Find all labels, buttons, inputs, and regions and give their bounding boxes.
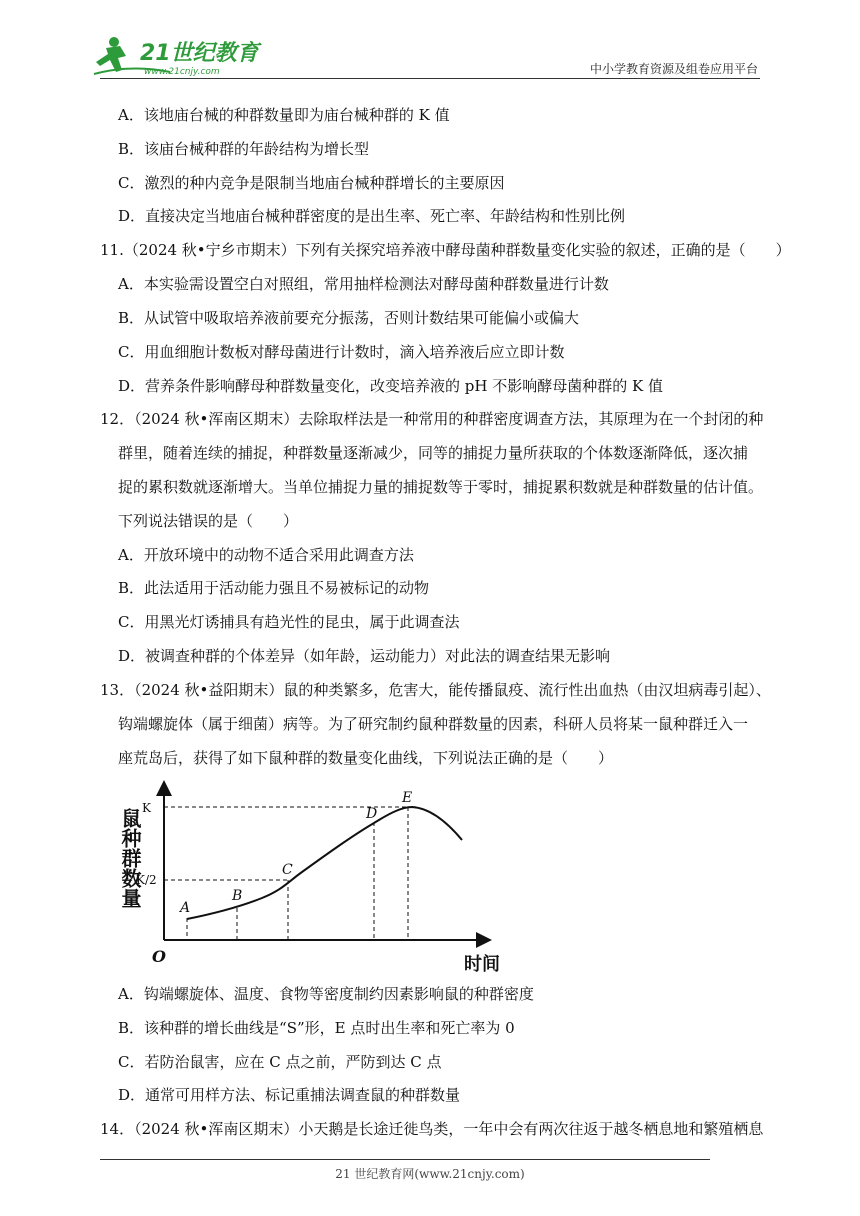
y-tick-k: K (142, 801, 151, 815)
q12-stem-line-1: 12．（2024 秋•浑南区期末）去除取样法是一种常用的种群密度调查方法，其原理为在一个封闭的种 (100, 410, 764, 428)
q10-option-a: A．该地庙台械的种群数量即为庙台械种群的 K 值 (118, 106, 450, 124)
x-axis-label: 时间 (464, 954, 500, 975)
svg-text:www.21cnjy.com: www.21cnjy.com (144, 67, 220, 77)
footer-divider (100, 1159, 710, 1160)
y-tick-k-half: K/2 (136, 873, 157, 887)
q13-option-d: D．通常可用样方法、标记重捕法调查鼠的种群数量 (118, 1086, 461, 1104)
q12-option-b: B．此法适用于活动能力强且不易被标记的动物 (118, 579, 430, 597)
platform-name: 中小学教育资源及组卷应用平台 (589, 62, 758, 76)
q12-option-c: C．用黑光灯诱捕具有趋光性的昆虫，属于此调查法 (118, 613, 460, 631)
q11-option-c: C．用血细胞计数板对酵母菌进行计数时，滴入培养液后应立即计数 (118, 343, 565, 361)
q12-stem-line-3: 捉的累积数就逐渐增大。当单位捕捉力量的捕捉数等于零时，捕捉累积数就是种群数量的估计值。 (118, 478, 764, 496)
q11-option-d: D．营养条件影响酵母种群数量变化，改变培养液的 pH 不影响酵母菌种群的 K 值 (118, 377, 663, 395)
point-label-c: C (282, 862, 293, 878)
point-label-a: A (180, 900, 191, 916)
page-header (0, 0, 860, 82)
q12-option-d: D．被调查种群的个体差异（如年龄，运动能力）对此法的调查结果无影响 (118, 647, 611, 665)
q11-option-a: A．本实验需设置空白对照组，常用抽样检测法对酵母菌种群数量进行计数 (118, 275, 609, 293)
q12-stem-line-4: 下列说法错误的是（ ） (118, 512, 299, 530)
header-divider (100, 78, 760, 79)
q13-stem-line-3: 座荒岛后，获得了如下鼠种群的数量变化曲线，下列说法正确的是（ ） (118, 749, 614, 767)
q13-option-b: B．该种群的增长曲线是“S”形，E 点时出生率和死亡率为 0 (118, 1019, 515, 1037)
footer-text: 21 世纪教育网(www.21cnjy.com) (335, 1167, 525, 1181)
site-logo (92, 34, 262, 80)
origin-label: O (152, 947, 166, 966)
q10-option-b: B．该庙台械种群的年龄结构为增长型 (118, 140, 370, 158)
y-axis-label: 鼠种群数量 (118, 808, 142, 908)
q13-stem-line-2: 钩端螺旋体（属于细菌）病等。为了研究制约鼠种群数量的因素，科研人员将某一鼠种群迁入一 (118, 715, 749, 733)
point-label-e: E (402, 790, 413, 806)
q11-stem: 11.（2024 秋•宁乡市期末）下列有关探究培养液中酵母菌种群数量变化实验的叙述，正确的是（ ） (100, 241, 791, 259)
q12-stem-line-2: 群里，随着连续的捕捉，种群数量逐渐减少，同等的捕捉力量所获取的个体数逐渐降低，逐次捕 (118, 444, 749, 462)
q13-option-c: C．若防治鼠害，应在 C 点之前，严防到达 C 点 (118, 1053, 442, 1071)
q13-stem-line-1: 13．（2024 秋•益阳期末）鼠的种类繁多，危害大，能传播鼠疫、流行性出血热（由汉坦病毒引起）、 (100, 681, 771, 699)
q13-option-a: A．钩端螺旋体、温度、食物等密度制约因素影响鼠的种群密度 (118, 985, 534, 1003)
q10-option-c: C．激烈的种内竞争是限制当地庙台械种群增长的主要原因 (118, 174, 505, 192)
q11-option-b: B．从试管中吸取培养液前要充分振荡，否则计数结果可能偏小或偏大 (118, 309, 580, 327)
q10-option-d: D．直接决定当地庙台械种群密度的是出生率、死亡率、年龄结构和性别比例 (118, 207, 626, 225)
population-curve-chart (112, 780, 512, 976)
svg-text:21世纪教育: 21世纪教育 (140, 41, 259, 66)
q12-option-a: A．开放环境中的动物不适合采用此调查方法 (118, 546, 414, 564)
point-label-d: D (366, 806, 378, 822)
point-label-b: B (232, 888, 243, 904)
q14-stem: 14．（2024 秋•浑南区期末）小天鹅是长途迁徙鸟类，一年中会有两次往返于越冬栖息地和繁殖栖息 (100, 1120, 764, 1138)
population-curve (187, 807, 462, 919)
